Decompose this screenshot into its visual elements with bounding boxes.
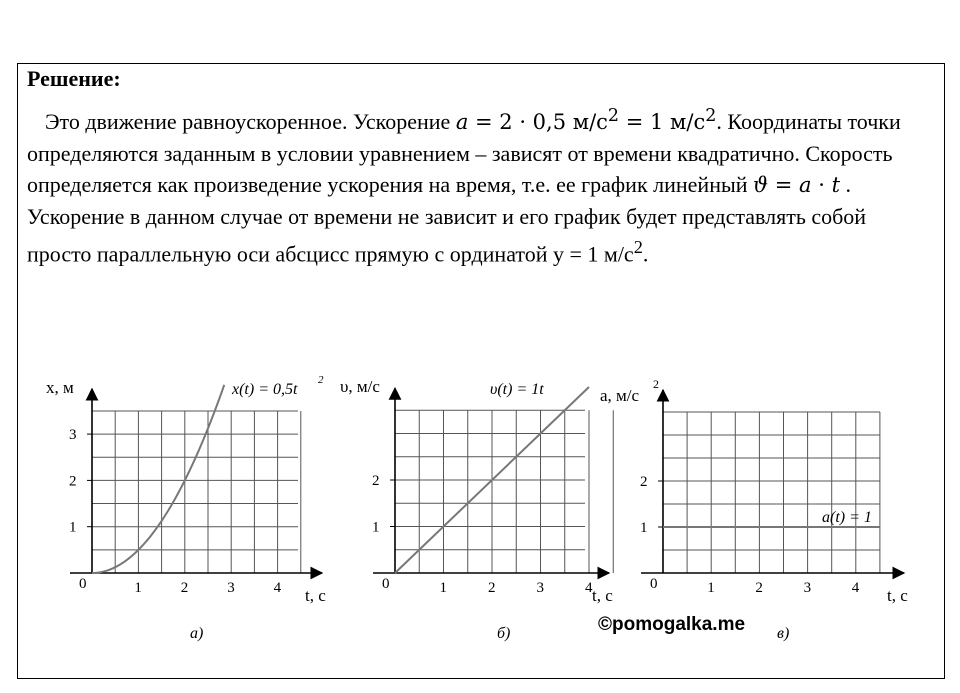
text-part-2: Координаты точки определяются заданным в условии уравнением – зависят от времени квадратично. Скорость определяется как произведение ускорения на время, т.е. ее график линейный bbox=[27, 109, 901, 197]
solution-text: Это движение равноускоренное. Ускорение a = 2 · 0,5 $м/с^2 = 1$ $м/с^2$. Координаты точки определяются заданным в условии уравнением – зависят от времени квадратично. Скорость определяется как произведение ускорения на время, т.е. ее график линейный ϑ = a · t . Ускорение в данном случае от времени не зависит и его график будет представлять собой просто параллельную оси абсцисс прямую с ординатой у = 1 $м/с^2$. bbox=[27, 106, 901, 267]
series-label: x(t) = 0,5t bbox=[232, 381, 298, 398]
series-label-sup: 2 bbox=[318, 374, 324, 386]
panel-label: в) bbox=[777, 625, 790, 642]
y-tick-label: 2 bbox=[69, 473, 77, 490]
x-tick-label: 2 bbox=[180, 580, 189, 596]
formula-acceleration: a = 2 · 0,5 $м/с^2 = 1$ $м/с^2$ bbox=[455, 106, 717, 134]
watermark: ©pomogalka.me bbox=[598, 614, 746, 635]
x-tick-label: 2 bbox=[488, 580, 496, 596]
text-part-3: . Ускорение в данном случае от времени не зависит и его график будет представлять собой просто параллельную оси абсцисс прямую с ординатой у = 1 м/с bbox=[27, 172, 867, 267]
charts-area bbox=[0, 350, 960, 693]
series-line bbox=[92, 385, 224, 573]
y-axis-label-sup: 2 bbox=[653, 377, 659, 391]
y-tick-label: 1 bbox=[69, 519, 77, 536]
x-tick-label: 3 bbox=[803, 580, 812, 596]
series-label: υ(t) = 1t bbox=[490, 381, 544, 398]
x-tick-label: 1 bbox=[134, 580, 142, 596]
panel-label: а) bbox=[190, 625, 204, 642]
x-tick-label: 1 bbox=[707, 580, 715, 596]
y-axis-label: x, м bbox=[46, 378, 74, 397]
origin-label: 0 bbox=[650, 576, 658, 592]
y-tick-label: 1 bbox=[372, 519, 380, 536]
solution-heading: Решение: bbox=[27, 66, 121, 91]
x-axis-label: t, с bbox=[887, 586, 908, 605]
x-axis-label: t, с bbox=[305, 586, 326, 605]
y-tick-label: 2 bbox=[640, 474, 648, 490]
series-label: a(t) = 1 bbox=[822, 509, 872, 526]
x-axis-label: t, с bbox=[592, 586, 613, 605]
y-axis-label: a, м/с bbox=[600, 386, 640, 405]
panel-label: б) bbox=[497, 625, 511, 642]
x-tick-label: 4 bbox=[851, 580, 860, 596]
x-tick-label: 1 bbox=[439, 580, 447, 596]
formula-velocity: ϑ = a · t bbox=[753, 173, 841, 197]
y-tick-label: 1 bbox=[640, 520, 648, 536]
x-tick-label: 2 bbox=[755, 580, 763, 596]
y-tick-label: 3 bbox=[69, 427, 77, 444]
x-tick-label: 4 bbox=[273, 580, 282, 596]
origin-label: 0 bbox=[382, 576, 390, 592]
x-tick-label: 4 bbox=[585, 580, 593, 596]
y-tick-label: 2 bbox=[372, 473, 380, 489]
y-axis-label: υ, м/с bbox=[340, 377, 380, 396]
x-tick-label: 3 bbox=[227, 580, 235, 596]
text-part-1: Это движение равноускоренное. Ускорение bbox=[45, 109, 456, 134]
x-tick-label: 3 bbox=[536, 580, 544, 596]
origin-label: 0 bbox=[79, 576, 87, 592]
